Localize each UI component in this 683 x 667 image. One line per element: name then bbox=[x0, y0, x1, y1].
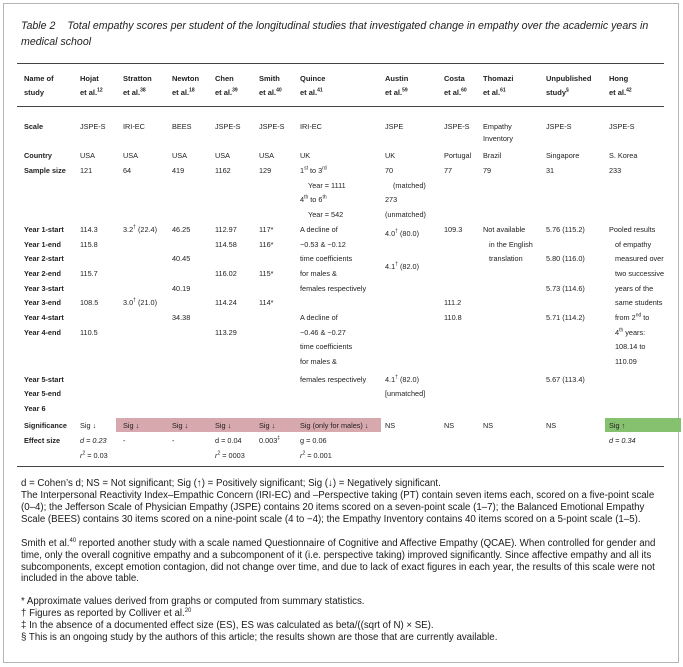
row-label-year3-start: Year 3-start bbox=[24, 284, 64, 293]
header-stratton: Stratton bbox=[123, 74, 152, 83]
cell-scale-quince: IRI-EC bbox=[300, 122, 322, 131]
cell-chen-y4e: 113.29 bbox=[215, 328, 237, 337]
row-label-year2-end: Year 2-end bbox=[24, 269, 61, 278]
footnote-scales: The Interpersonal Reactivity Index–Empathic Concern (IRI-EC) and –Perspective taking (PT) contain seven items each, scored on a five-point scale (0–4); the Jefferson Scale of Physician Empathy (JSPE) contains 20 items scored on a seven-point scale (1–7); the Balanced Emotional Empathy Scale (BEES) contains 30 items scored on a nine-point scale (4 to −4); the Empathy Inventory contains 40 items scored on a 5-point scale (1–5). bbox=[21, 490, 655, 525]
header-austin-etal: et al.$^{59}$ bbox=[385, 87, 408, 97]
cell-chen-y2e: 116.02 bbox=[215, 269, 237, 278]
cell-sig-costa: NS bbox=[444, 421, 455, 430]
header-study: study bbox=[24, 88, 45, 97]
cell-unpub-y3s: 5.73 (114.6) bbox=[546, 284, 585, 293]
cell-country-hong: S. Korea bbox=[609, 151, 638, 160]
cell-costa-y1s: 109.3 bbox=[444, 225, 463, 234]
cell-sig-austin: NS bbox=[385, 421, 396, 430]
header-smith: Smith bbox=[259, 74, 280, 83]
cell-country-thomazi: Brazil bbox=[483, 151, 502, 160]
cell-newton-y1s: 46.25 bbox=[172, 225, 191, 234]
cell-unpub-y4s: 5.71 (114.2) bbox=[546, 313, 585, 322]
row-label-significance: Significance bbox=[24, 421, 67, 430]
footnote-double-dagger: ‡ In the absence of a documented effect size (ES), ES was calculated as beta/((sqrt of N) × SE). bbox=[21, 620, 434, 631]
cell-scale-chen: JSPE-S bbox=[215, 122, 241, 131]
cell-sample-hojat: 121 bbox=[80, 166, 93, 175]
cell-sample-austin: 70 bbox=[385, 166, 394, 175]
cell-sig-chen: Sig ↓ bbox=[215, 421, 232, 430]
cell-sig-hong: Sig ↑ bbox=[609, 421, 626, 430]
cell-newton-y2s: 40.45 bbox=[172, 254, 191, 263]
cell-effect-chen-r: $r^2 = 0003$ bbox=[215, 450, 245, 460]
cell-quince-b1: A decline of bbox=[300, 313, 338, 322]
cell-scale-hojat: JSPE-S bbox=[80, 122, 106, 131]
cell-quince-b5: females respectively bbox=[300, 375, 367, 384]
cell-scale-unpublished: JSPE-S bbox=[546, 122, 572, 131]
cell-thomazi-l2: in the English bbox=[489, 240, 533, 249]
row-label-year2-start: Year 2-start bbox=[24, 254, 64, 263]
cell-country-austin: UK bbox=[385, 151, 396, 160]
header-stratton-etal: et al.$^{38}$ bbox=[123, 87, 146, 97]
cell-scale-austin: JSPE bbox=[385, 122, 404, 131]
row-label-year1-start: Year 1-start bbox=[24, 225, 64, 234]
cell-quince-a4: for males & bbox=[300, 269, 337, 278]
header-hong-etal: et al.$^{42}$ bbox=[609, 87, 632, 97]
footnote-section: § This is an ongoing study by the authors of this article; the results shown are those that are currently available. bbox=[21, 632, 498, 643]
cell-effect-hojat-r: $r^2 = 0.03$ bbox=[80, 450, 108, 460]
cell-sample-austin-unmatched: (unmatched) bbox=[385, 210, 426, 219]
cell-scale-stratton: IRI-EC bbox=[123, 122, 145, 131]
header-smith-etal: et al.$^{40}$ bbox=[259, 87, 282, 97]
cell-chen-y1e: 114.58 bbox=[215, 240, 237, 249]
header-quince: Quince bbox=[300, 74, 326, 83]
cell-country-newton: USA bbox=[172, 151, 188, 160]
cell-sample-newton: 419 bbox=[172, 166, 185, 175]
cell-country-costa: Portugal bbox=[444, 151, 472, 160]
cell-stratton-y3e: 3.0† (21.0) bbox=[123, 297, 158, 307]
cell-chen-y1s: 112.97 bbox=[215, 225, 237, 234]
cell-sample-quince-range2: 4th to 6th bbox=[300, 194, 327, 204]
cell-hojat-y1e: 115.8 bbox=[80, 240, 98, 249]
cell-sample-quince-year2: Year = 542 bbox=[308, 210, 344, 219]
row-label-country: Country bbox=[24, 151, 52, 160]
row-label-year6: Year 6 bbox=[24, 404, 46, 413]
cell-hong-l7: from 2nd to bbox=[615, 312, 650, 322]
cell-unpub-y2s: 5.80 (116.0) bbox=[546, 254, 585, 263]
header-costa: Costa bbox=[444, 74, 465, 83]
cell-effect-stratton: - bbox=[123, 436, 126, 445]
cell-smith-y1e: 116* bbox=[259, 240, 274, 249]
cell-sample-quince-range1: 1st to 3rd bbox=[300, 165, 327, 175]
cell-quince-a5: females respectively bbox=[300, 284, 367, 293]
cell-costa-y4s: 110.8 bbox=[444, 313, 462, 322]
cell-country-unpublished: Singapore bbox=[546, 151, 580, 160]
cell-sig-quince: Sig (only for males) ↓ bbox=[300, 421, 369, 430]
row-label-year3-end: Year 3-end bbox=[24, 298, 61, 307]
footnote-abbreviations: d = Cohen’s d; NS = Not significant; Sig (↑) = Positively significant; Sig (↓) = Negatively significant. bbox=[21, 478, 441, 489]
row-label-year4-end: Year 4-end bbox=[24, 328, 61, 337]
cell-country-smith: USA bbox=[259, 151, 275, 160]
cell-austin-unmatched: [unmatched] bbox=[385, 389, 426, 398]
cell-sample-austin-n2: 273 bbox=[385, 195, 398, 204]
cell-scale-thomazi-line2: Inventory bbox=[483, 134, 514, 143]
cell-hojat-y2e: 115.7 bbox=[80, 269, 98, 278]
cell-country-chen: USA bbox=[215, 151, 231, 160]
cell-sample-unpublished: 31 bbox=[546, 166, 555, 175]
cell-country-quince: UK bbox=[300, 151, 311, 160]
cell-country-stratton: USA bbox=[123, 151, 139, 160]
cell-effect-smith: 0.003‡ bbox=[259, 435, 281, 445]
footnote-asterisk: * Approximate values derived from graphs or computed from summary statistics. bbox=[21, 596, 365, 607]
row-label-year5-start: Year 5-start bbox=[24, 375, 64, 384]
caption-text: Total empathy scores per student of the longitudinal studies that investigated change in empathy over the academic years in medical school bbox=[21, 20, 649, 48]
cell-hojat-y3e: 108.5 bbox=[80, 298, 99, 307]
header-unpublished-study: study§ bbox=[546, 87, 569, 97]
cell-hong-l3: measured over bbox=[615, 254, 664, 263]
header-unpublished: Unpublished bbox=[546, 74, 592, 83]
cell-chen-y3e: 114.24 bbox=[215, 298, 237, 307]
header-thomazi-etal: et al.$^{61}$ bbox=[483, 87, 506, 97]
cell-smith-y2e: 115* bbox=[259, 269, 274, 278]
header-newton-etal: et al.$^{18}$ bbox=[172, 87, 195, 97]
cell-quince-b3: time coefficients bbox=[300, 342, 353, 351]
header-chen-etal: et al.$^{39}$ bbox=[215, 87, 238, 97]
rule-header bbox=[17, 106, 664, 107]
footnote-dagger: † Figures as reported by Colliver et al.$^{20}$ bbox=[21, 607, 192, 619]
cell-hong-l1: Pooled results bbox=[609, 225, 656, 234]
cell-quince-b4: for males & bbox=[300, 357, 337, 366]
cell-sample-chen: 1162 bbox=[215, 166, 231, 175]
header-austin: Austin bbox=[385, 74, 409, 83]
cell-country-hojat: USA bbox=[80, 151, 96, 160]
caption-label: Table 2 bbox=[21, 20, 56, 32]
cell-effect-chen-d: d = 0.04 bbox=[215, 436, 242, 445]
cell-sig-smith: Sig ↓ bbox=[259, 421, 276, 430]
cell-effect-hong: d = 0.34 bbox=[609, 436, 636, 445]
cell-quince-a2: −0.53 & −0.12 bbox=[300, 240, 346, 249]
header-chen: Chen bbox=[215, 74, 234, 83]
cell-austin-v1: 4.0† (80.0) bbox=[385, 228, 420, 238]
cell-scale-hong: JSPE-S bbox=[609, 122, 635, 131]
table-caption bbox=[21, 18, 666, 50]
cell-quince-a3: time coefficients bbox=[300, 254, 353, 263]
cell-unpub-y5s: 5.67 (113.4) bbox=[546, 375, 585, 384]
cell-sample-stratton: 64 bbox=[123, 166, 132, 175]
cell-sample-hong: 233 bbox=[609, 166, 622, 175]
cell-hong-l2: of empathy bbox=[615, 240, 652, 249]
cell-sig-unpublished: NS bbox=[546, 421, 557, 430]
header-thomazi: Thomazi bbox=[483, 74, 514, 83]
header-hong: Hong bbox=[609, 74, 629, 83]
cell-smith-y1s: 117* bbox=[259, 225, 274, 234]
cell-sig-newton: Sig ↓ bbox=[172, 421, 189, 430]
cell-quince-a1: A decline of bbox=[300, 225, 338, 234]
cell-hong-l4: two successive bbox=[615, 269, 665, 278]
cell-scale-smith: JSPE-S bbox=[259, 122, 285, 131]
header-quince-etal: et al.$^{41}$ bbox=[300, 87, 323, 97]
cell-scale-newton: BEES bbox=[172, 122, 192, 131]
cell-sample-smith: 129 bbox=[259, 166, 272, 175]
header-name-of: Name of bbox=[24, 74, 54, 83]
footnote-smith-qcae: Smith et al.$^{40}$ reported another study with a scale named Questionnaire of Cognitive and Affective Empathy (QCAE). When controlled for gender and time, only the overall cognitive empathy and a subcomponent of it (i.e. perspective taking) improved significantly. Since affective empathy and all its subcomponents, except emotion contagion, did not change over time, and due to lack of exact figures in each year, the results of this scale were not included in the above table. bbox=[21, 537, 656, 585]
cell-effect-quince-g: g = 0.06 bbox=[300, 436, 327, 445]
header-hojat: Hojat bbox=[80, 74, 99, 83]
cell-effect-hojat-d: d = 0.23 bbox=[80, 436, 107, 445]
cell-effect-quince-r: $r^2 = 0.001$ bbox=[300, 450, 332, 460]
cell-stratton-y1s: 3.2† (22.4) bbox=[123, 224, 158, 234]
cell-hong-l5: years of the bbox=[615, 284, 654, 293]
row-label-scale: Scale bbox=[24, 122, 44, 131]
header-hojat-etal: et al.$^{12}$ bbox=[80, 87, 103, 97]
rule-bottom bbox=[17, 466, 664, 467]
cell-hong-l8: 4th years: bbox=[615, 327, 646, 337]
row-label-year4-start: Year 4-start bbox=[24, 313, 64, 322]
cell-scale-costa: JSPE-S bbox=[444, 122, 470, 131]
cell-hojat-y1s: 114.3 bbox=[80, 225, 98, 234]
cell-sample-austin-matched: (matched) bbox=[393, 181, 426, 190]
cell-quince-b2: −0.46 & −0.27 bbox=[300, 328, 346, 337]
cell-unpub-y1s: 5.76 (115.2) bbox=[546, 225, 585, 234]
cell-costa-y3e: 111.2 bbox=[444, 298, 462, 307]
cell-effect-newton: - bbox=[172, 436, 175, 445]
row-label-effect-size: Effect size bbox=[24, 436, 61, 445]
row-label-year1-end: Year 1-end bbox=[24, 240, 61, 249]
cell-sample-quince-year1: Year = 1111 bbox=[308, 181, 346, 190]
cell-austin-v3: 4.1† (82.0) bbox=[385, 374, 420, 384]
cell-hong-l10: 110.09 bbox=[615, 357, 637, 366]
cell-hong-l6: same students bbox=[615, 298, 663, 307]
cell-sig-stratton: Sig ↓ bbox=[123, 421, 140, 430]
cell-sig-hojat: Sig ↓ bbox=[80, 421, 97, 430]
cell-sample-costa: 77 bbox=[444, 166, 453, 175]
cell-sample-thomazi: 79 bbox=[483, 166, 492, 175]
rule-top bbox=[17, 63, 664, 64]
cell-scale-thomazi: Empathy bbox=[483, 122, 512, 131]
cell-austin-v2: 4.1† (82.0) bbox=[385, 261, 420, 271]
cell-sig-thomazi: NS bbox=[483, 421, 494, 430]
cell-thomazi-l1: Not available bbox=[483, 225, 526, 234]
cell-newton-y4s: 34.38 bbox=[172, 313, 191, 322]
cell-hojat-y4e: 110.5 bbox=[80, 328, 98, 337]
cell-thomazi-l3: translation bbox=[489, 254, 523, 263]
header-costa-etal: et al.$^{60}$ bbox=[444, 87, 467, 97]
header-newton: Newton bbox=[172, 74, 200, 83]
row-label-sample-size: Sample size bbox=[24, 166, 66, 175]
cell-newton-y3s: 40.19 bbox=[172, 284, 191, 293]
row-label-year5-end: Year 5-end bbox=[24, 389, 61, 398]
cell-hong-l9: 108.14 to bbox=[615, 342, 646, 351]
cell-smith-y3e: 114* bbox=[259, 298, 274, 307]
